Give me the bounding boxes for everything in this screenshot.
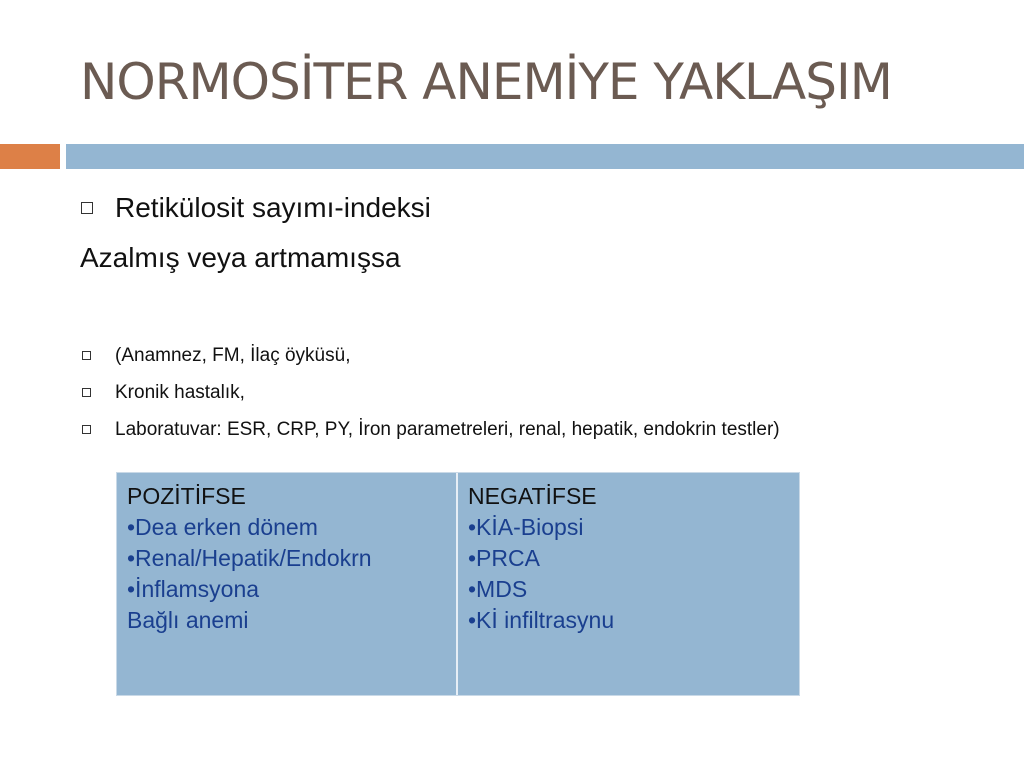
accent-bar-orange [0, 144, 60, 169]
result-table [116, 472, 800, 696]
square-bullet-icon [82, 351, 91, 360]
negative-cell [458, 473, 799, 695]
square-bullet-icon [82, 388, 91, 397]
positive-header: POZİTİFSE [127, 483, 246, 509]
negative-line: •KİA-Biopsi [468, 514, 584, 540]
positive-cell [117, 473, 458, 695]
negative-line: •MDS [468, 576, 528, 602]
positive-line: Bağlı anemi [127, 607, 249, 633]
accent-bar-blue [66, 144, 1024, 169]
negative-line: •PRCA [468, 545, 540, 571]
main-bullet-item [80, 190, 431, 226]
square-bullet-icon [81, 202, 93, 214]
sub-bullet-text: (Anamnez, FM, İlaç öyküsü, [115, 344, 351, 366]
sub-bullet-item [80, 337, 780, 374]
negative-line: •Kİ infiltrasynu [468, 607, 615, 633]
sub-bullet-list [80, 337, 780, 448]
sub-bullet-text: Kronik hastalık, [115, 381, 245, 403]
sub-bullet-text: Laboratuvar: ESR, CRP, PY, İron parametreleri, renal, hepatik, endokrin testler) [115, 418, 780, 440]
sub-bullet-item [80, 411, 780, 448]
positive-line: •Dea erken dönem [127, 514, 318, 540]
negative-header: NEGATİFSE [468, 483, 597, 509]
square-bullet-icon [82, 425, 91, 434]
main-bullet-text: Retikülosit sayımı-indeksi [115, 192, 431, 223]
positive-line: •İnflamsyona [127, 576, 260, 602]
positive-line: •Renal/Hepatik/Endokrn [127, 545, 372, 571]
slide-title: NORMOSİTER ANEMİYE YAKLAŞIM [80, 53, 892, 111]
condition-line: Azalmış veya artmamışsa [80, 242, 401, 273]
sub-bullet-item [80, 374, 780, 411]
